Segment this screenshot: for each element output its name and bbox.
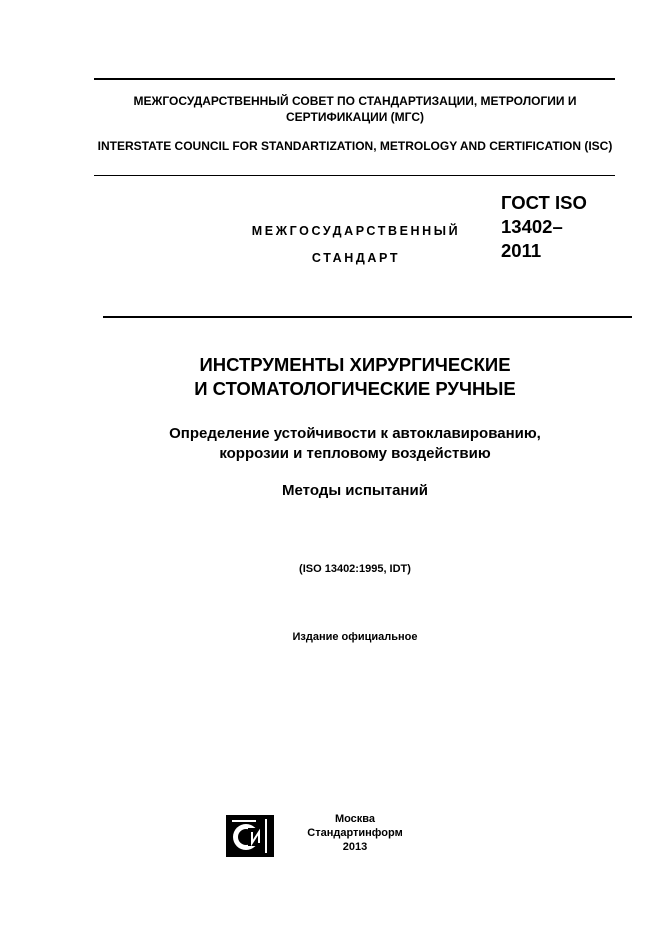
publisher-city: Москва	[334, 813, 376, 825]
council-name-ru: МЕЖГОСУДАРСТВЕННЫЙ СОВЕТ ПО СТАНДАРТИЗАЦИИ, МЕТРОЛОГИИ И СЕРТИФИКАЦИИ (МГС)	[133, 94, 577, 124]
publisher-year: 2013	[342, 841, 368, 853]
standard-kind-line1: МЕЖГОСУДАРСТВЕННЫЙ	[251, 224, 461, 238]
designation-line1: ГОСТ ISO	[501, 192, 587, 213]
standartinform-logo-graphic	[226, 815, 274, 857]
standartinform-logo	[226, 815, 274, 857]
designation-line3: 2011	[501, 240, 542, 261]
designation-line2: 13402–	[501, 216, 563, 237]
document-subtitle-line1: Определение устойчивости к автоклавированию,	[169, 425, 541, 442]
document-subtitle-line2: коррозии и тепловому воздействию	[219, 445, 491, 462]
document-title-line2: И СТОМАТОЛОГИЧЕСКИЕ РУЧНЫЕ	[194, 378, 516, 399]
standard-kind-line2: СТАНДАРТ	[311, 251, 401, 265]
publisher-name: Стандартинформ	[307, 827, 403, 839]
document-title-line1: ИНСТРУМЕНТЫ ХИРУРГИЧЕСКИЕ	[199, 354, 511, 375]
council-rule	[94, 175, 615, 176]
iso-reference: (ISO 13402:1995, IDT)	[299, 563, 411, 575]
header-bottom-rule	[103, 316, 632, 318]
council-name-en: INTERSTATE COUNCIL FOR STANDARTIZATION, METROLOGY AND CERTIFICATION (ISC)	[97, 139, 613, 153]
standard-designation	[501, 191, 611, 263]
top-rule	[94, 78, 615, 80]
edition-label: Издание официальное	[292, 631, 418, 643]
test-methods: Методы испытаний	[282, 482, 428, 499]
